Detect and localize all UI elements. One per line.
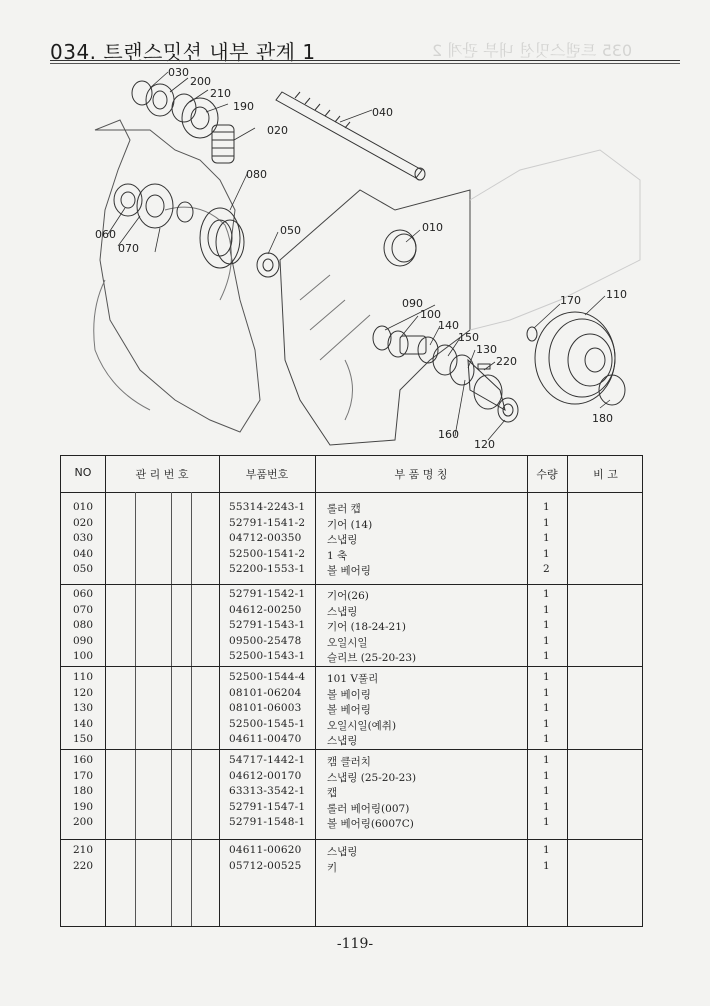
row-part-name: 오일시일(예취) <box>327 719 397 732</box>
row-part-name: 볼 베어링 <box>327 704 371 717</box>
row-part-name: 키 <box>327 861 338 874</box>
header-remarks: 비 고 <box>593 468 618 481</box>
row-qty: 1 <box>543 754 550 766</box>
row-no: 030 <box>73 532 94 545</box>
row-part-no: 52500-1544-4 <box>229 671 306 683</box>
row-no: 080 <box>73 619 94 632</box>
row-part-no: 52200-1553-1 <box>229 563 306 576</box>
header-management-no: 관 리 번 호 <box>135 468 189 481</box>
row-part-no: 04712-00350 <box>229 532 302 545</box>
row-qty: 1 <box>543 844 550 856</box>
col-divider <box>219 456 220 926</box>
callout-140: 140 <box>438 319 459 332</box>
header-part-no: 부품번호 <box>245 468 289 481</box>
row-part-name: 롤러 캡 <box>327 503 361 515</box>
group-separator <box>61 749 642 750</box>
row-part-name: 스냅링 (25-20-23) <box>327 771 417 784</box>
parts-table <box>60 455 643 927</box>
callout-130: 130 <box>476 343 497 356</box>
row-qty: 1 <box>543 619 550 632</box>
row-part-no: 55314-2243-1 <box>229 501 306 513</box>
col-divider-sub <box>171 492 172 926</box>
row-part-no: 08101-06204 <box>229 686 302 699</box>
row-no: 010 <box>73 501 94 513</box>
row-part-no: 04612-00170 <box>229 769 302 782</box>
group-separator <box>61 839 642 840</box>
callout-180: 180 <box>592 412 613 425</box>
row-part-no: 04612-00250 <box>229 603 302 616</box>
col-divider <box>527 456 528 926</box>
callout-090: 090 <box>402 297 423 310</box>
callout-040: 040 <box>372 106 393 119</box>
cap-010 <box>384 230 416 266</box>
row-part-name: 기어(26) <box>327 590 369 602</box>
gear-080 <box>200 208 244 268</box>
row-part-no: 52500-1541-2 <box>229 547 306 560</box>
snap-ring-170 <box>527 327 537 341</box>
callout-100: 100 <box>420 308 441 321</box>
page-title: 034. 트랜스밋션 내부 관계 1 <box>50 40 316 64</box>
callout-110: 110 <box>606 288 627 301</box>
row-part-name: 기어 (14) <box>327 518 373 531</box>
pulley-110 <box>535 312 615 404</box>
row-part-no: 63313-3542-1 <box>229 785 306 798</box>
row-qty: 1 <box>543 532 550 545</box>
bleed-through-title: 035 트랜스밋션 내부 관계 2 <box>432 41 633 60</box>
row-no: 130 <box>73 702 94 715</box>
col-divider <box>105 456 106 926</box>
row-qty: 1 <box>543 686 550 699</box>
row-no: 110 <box>73 671 94 683</box>
row-no: 190 <box>73 800 94 813</box>
row-qty: 1 <box>543 733 550 746</box>
row-part-no: 09500-25478 <box>229 634 302 647</box>
right-housing-bleed <box>470 150 640 330</box>
row-part-name: 스냅링 <box>327 735 358 748</box>
callout-060: 060 <box>95 228 116 241</box>
row-part-name: 스냅링 <box>327 605 358 618</box>
row-part-name: 스냅링 <box>327 846 358 858</box>
row-no: 210 <box>73 844 94 856</box>
callout-020: 020 <box>267 124 288 137</box>
row-part-name: 1 축 <box>327 549 348 562</box>
row-no: 150 <box>73 733 94 746</box>
row-part-no: 54717-1442-1 <box>229 754 306 766</box>
row-qty: 1 <box>543 501 550 513</box>
header-no: NO <box>74 466 92 479</box>
row-qty: 1 <box>543 816 550 829</box>
row-part-name: 볼 베어링(6007C) <box>327 818 414 831</box>
row-part-name: 101 V풀리 <box>327 673 379 685</box>
gear-cluster-left <box>114 184 193 228</box>
row-qty: 1 <box>543 769 550 782</box>
row-part-no: 04611-00470 <box>229 733 302 746</box>
row-part-no: 52500-1545-1 <box>229 717 306 730</box>
callout-200: 200 <box>190 75 211 88</box>
row-qty: 1 <box>543 516 550 529</box>
row-no: 140 <box>73 717 94 730</box>
row-no: 100 <box>73 650 94 663</box>
row-no: 050 <box>73 563 94 576</box>
row-no: 160 <box>73 754 94 766</box>
row-part-name: 롤러 베어링(007) <box>327 802 410 815</box>
row-part-no: 04611-00620 <box>229 844 302 856</box>
row-part-name: 캡 <box>327 787 338 800</box>
exploded-view-diagram <box>0 60 710 455</box>
row-part-name: 스냅링 <box>327 534 358 547</box>
row-no: 090 <box>73 634 94 647</box>
cap-180 <box>599 375 625 405</box>
callout-080: 080 <box>246 168 267 181</box>
row-qty: 1 <box>543 671 550 683</box>
row-qty: 1 <box>543 603 550 616</box>
callout-030: 030 <box>168 66 189 79</box>
row-part-no: 05712-00525 <box>229 859 302 872</box>
shaft-040 <box>276 92 425 180</box>
row-part-name: 볼 베이링 <box>327 688 371 701</box>
row-part-no: 52500-1543-1 <box>229 650 306 663</box>
group-separator <box>61 584 642 585</box>
diagram-drawing <box>0 60 710 455</box>
callout-210: 210 <box>210 87 231 100</box>
row-qty: 1 <box>543 547 550 560</box>
row-no: 170 <box>73 769 94 782</box>
row-qty: 1 <box>543 650 550 663</box>
row-part-no: 52791-1543-1 <box>229 619 306 632</box>
row-qty: 1 <box>543 785 550 798</box>
col-divider <box>567 456 568 926</box>
row-qty: 1 <box>543 634 550 647</box>
row-qty: 1 <box>543 800 550 813</box>
row-part-name: 기어 (18-24-21) <box>327 621 406 634</box>
callout-010: 010 <box>422 221 443 234</box>
callout-170: 170 <box>560 294 581 307</box>
row-part-no: 08101-06003 <box>229 702 302 715</box>
row-qty: 2 <box>543 563 550 576</box>
callout-120: 120 <box>474 438 495 451</box>
row-no: 070 <box>73 603 94 616</box>
col-divider-sub <box>191 492 192 926</box>
row-part-name: 슬리브 (25-20-23) <box>327 652 417 665</box>
header-part-name: 부 품 명 칭 <box>394 468 448 481</box>
left-housing <box>95 120 260 432</box>
callout-160: 160 <box>438 428 459 441</box>
callout-190: 190 <box>233 100 254 113</box>
row-no: 180 <box>73 785 94 798</box>
row-part-no: 52791-1542-1 <box>229 588 306 600</box>
row-no: 200 <box>73 816 94 829</box>
page-number: -119- <box>336 936 374 952</box>
row-part-no: 52791-1541-2 <box>229 516 306 529</box>
gear-020 <box>212 125 234 163</box>
row-part-name: 캠 클러치 <box>327 756 371 768</box>
callout-220: 220 <box>496 355 517 368</box>
row-no: 040 <box>73 547 94 560</box>
upper-bearing-stack <box>132 81 218 138</box>
right-component-stack <box>373 326 518 422</box>
row-part-name: 볼 베어링 <box>327 565 371 578</box>
row-qty: 1 <box>543 588 550 600</box>
row-qty: 1 <box>543 702 550 715</box>
row-no: 060 <box>73 588 94 600</box>
bearing-050 <box>257 253 279 277</box>
row-no: 220 <box>73 859 94 872</box>
row-qty: 1 <box>543 717 550 730</box>
callout-050: 050 <box>280 224 301 237</box>
header-qty: 수량 <box>536 468 558 481</box>
group-separator <box>61 666 642 667</box>
row-part-no: 52791-1547-1 <box>229 800 306 813</box>
row-part-no: 52791-1548-1 <box>229 816 306 829</box>
col-divider <box>315 456 316 926</box>
table-header-row <box>61 456 642 493</box>
callout-070: 070 <box>118 242 139 255</box>
col-divider-sub <box>135 492 136 926</box>
row-qty: 1 <box>543 859 550 872</box>
callout-150: 150 <box>458 331 479 344</box>
row-no: 120 <box>73 686 94 699</box>
row-part-name: 오일시일 <box>327 636 368 649</box>
row-no: 020 <box>73 516 94 529</box>
